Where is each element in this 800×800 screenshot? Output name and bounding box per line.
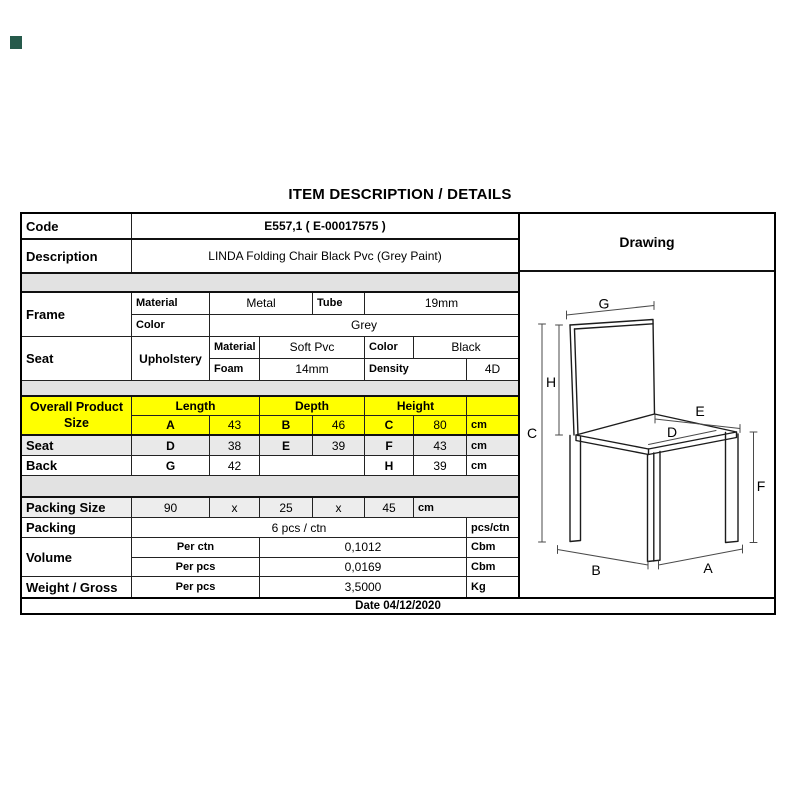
weight-per-label: Per pcs (132, 577, 260, 597)
dim-key-f: F (365, 436, 414, 455)
drawing-area (520, 272, 774, 597)
dim-label-a: A (703, 560, 713, 576)
overall-unit: cm (471, 419, 487, 431)
packing-value: 6 pcs / ctn (132, 518, 467, 537)
back-dims-unit: cm (471, 459, 487, 472)
frame-color-value: Grey (350, 318, 377, 333)
description-label: Description (22, 240, 132, 272)
chair-outline (570, 320, 738, 562)
frame-section (22, 293, 518, 337)
frame-color-label: Color (132, 315, 210, 336)
seat-material-label: Material (210, 337, 260, 358)
description-row (22, 240, 518, 274)
spacer-row (22, 274, 518, 293)
dim-label-b: B (591, 562, 601, 578)
seat-material-value: Soft Pvc (260, 337, 365, 358)
frame-material-label: Material (132, 293, 210, 314)
spacer-row (22, 381, 518, 397)
frame-row-2 (132, 315, 518, 336)
dim-key-h: H (365, 456, 414, 475)
weight-label: Weight / Gross (22, 577, 132, 597)
dim-label-h: H (545, 374, 557, 390)
overall-values-row (132, 416, 518, 434)
seat-color-label: Color (365, 337, 414, 358)
per-pcs-label: Per pcs (132, 558, 260, 577)
dim-key-d: D (132, 436, 210, 455)
packing-unit: pcs/ctn (471, 521, 510, 534)
height-header: Height (365, 397, 467, 415)
dim-val-b: 46 (313, 416, 365, 434)
seat-section (22, 337, 518, 381)
seat-color-value: Black (451, 340, 481, 355)
dim-val-a: 43 (210, 416, 260, 434)
per-ctn-value: 0,1012 (260, 538, 467, 557)
volume-section (22, 538, 518, 577)
dim-val-e: 39 (313, 436, 365, 455)
packing-row (22, 518, 518, 538)
length-header: Length (132, 397, 260, 415)
drawing-section (520, 214, 774, 597)
dim-label-d: D (666, 424, 678, 440)
code-row (22, 214, 518, 240)
seat-foam-value: 14mm (260, 359, 365, 380)
frame-label: Frame (22, 293, 132, 336)
dim-label-g: G (598, 295, 610, 312)
overall-size-header: Overall Product Size (22, 397, 132, 434)
dim-key-a: A (132, 416, 210, 434)
dim-key-g: G (132, 456, 210, 475)
frame-row-1 (132, 293, 518, 315)
packing-size-unit: cm (418, 501, 434, 514)
size-header-row (132, 397, 518, 416)
per-pcs-unit: Cbm (471, 560, 496, 573)
seat-dims-label: Seat (22, 436, 132, 455)
dim-label-e: E (695, 403, 705, 419)
seat-dims-unit: cm (471, 439, 487, 452)
frame-tube-value: 19mm (424, 296, 459, 311)
frame-material-value: Metal (210, 293, 313, 314)
dim-val-f: 43 (414, 436, 467, 455)
dim-val-d: 38 (210, 436, 260, 455)
empty-cell (467, 397, 518, 415)
spacer-row (22, 476, 518, 498)
date-text: Date 04/12/2020 (355, 600, 441, 612)
chair-drawing (520, 272, 774, 591)
code-value: E557,1 ( E-00017575 ) (264, 219, 386, 233)
packing-size-label: Packing Size (22, 498, 132, 517)
packing-size-v3: 45 (365, 498, 414, 517)
seat-density-value: 4D (484, 362, 501, 377)
frame-tube-label: Tube (313, 293, 365, 314)
corner-mark (10, 36, 22, 49)
drawing-header: Drawing (520, 214, 774, 272)
per-pcs-value: 0,0169 (260, 558, 467, 577)
date-row (22, 597, 774, 613)
seat-foam-label: Foam (210, 359, 260, 380)
packing-size-row (22, 498, 518, 518)
seat-row-2 (210, 359, 518, 380)
volume-row-1 (132, 538, 518, 558)
packing-size-x1: x (210, 498, 260, 517)
seat-label: Seat (22, 337, 132, 380)
dim-key-e: E (260, 436, 313, 455)
seat-upholstery-label: Upholstery (132, 337, 210, 380)
seat-dims-row (22, 436, 518, 456)
per-ctn-label: Per ctn (132, 538, 260, 557)
per-ctn-unit: Cbm (471, 541, 496, 554)
overall-size-section (22, 397, 518, 436)
packing-label: Packing (22, 518, 132, 537)
spec-left-section (22, 214, 520, 597)
dim-key-b: B (260, 416, 313, 434)
empty-cell (260, 456, 365, 475)
back-dims-label: Back (22, 456, 132, 475)
dim-val-c: 80 (414, 416, 467, 434)
depth-header: Depth (260, 397, 365, 415)
seat-density-label: Density (365, 359, 467, 380)
packing-size-v2: 25 (260, 498, 313, 517)
weight-row (22, 577, 518, 597)
volume-label: Volume (22, 538, 132, 576)
weight-unit: Kg (471, 581, 486, 593)
packing-size-x2: x (313, 498, 365, 517)
dim-val-h: 39 (414, 456, 467, 475)
packing-size-v1: 90 (132, 498, 210, 517)
page-title: ITEM DESCRIPTION / DETAILS (288, 186, 512, 203)
dim-val-g: 42 (210, 456, 260, 475)
spec-table (20, 212, 776, 615)
weight-value: 3,5000 (260, 577, 467, 597)
code-label: Code (22, 214, 132, 238)
dim-key-c: C (365, 416, 414, 434)
description-value: LINDA Folding Chair Black Pvc (Grey Paint) (208, 249, 442, 263)
back-dims-row (22, 456, 518, 476)
volume-row-2 (132, 558, 518, 577)
dim-label-f: F (756, 478, 766, 494)
dim-label-c: C (526, 425, 538, 441)
seat-row-1 (210, 337, 518, 359)
